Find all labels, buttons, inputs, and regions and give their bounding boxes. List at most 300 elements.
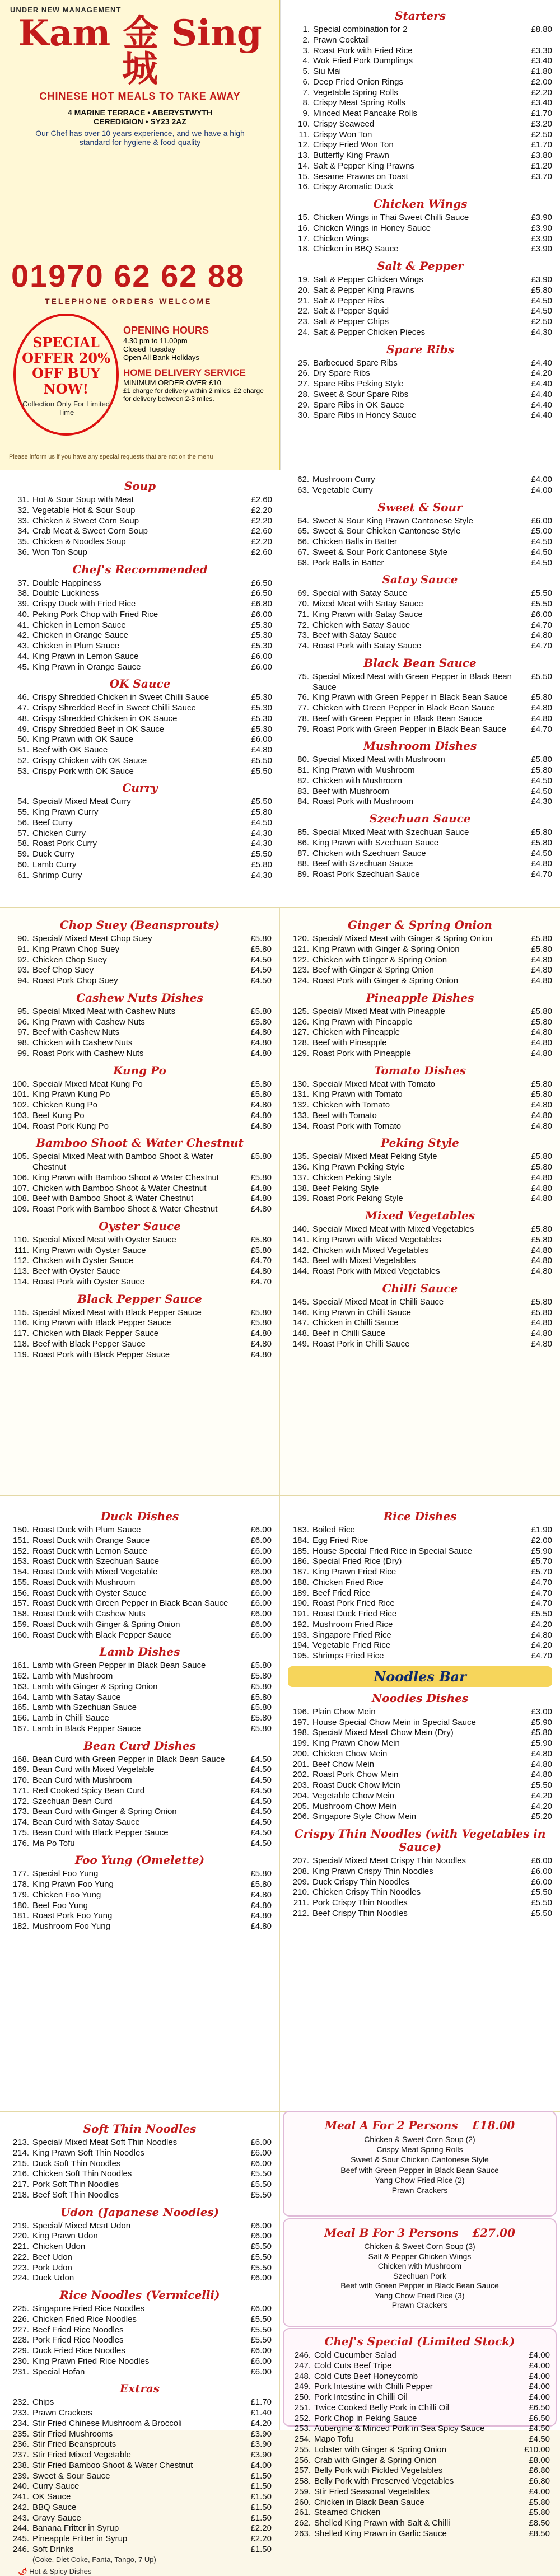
bamboo-title: Bamboo Shoot & Water Chestnut	[36, 1136, 244, 1150]
menu-item-num: 212.	[292, 1908, 309, 1918]
menu-item-num: 259.	[294, 2486, 311, 2496]
menu-item-name: Egg Fried Rice	[312, 1535, 368, 1545]
menu-item-price: £3.90	[531, 233, 552, 244]
menu-item-name: Ma Po Tofu	[32, 1838, 75, 1848]
menu-item-num: 246.	[294, 2350, 311, 2360]
menu-item	[288, 787, 552, 797]
menu-item-name: Roast Pork Kung Po	[32, 1121, 109, 1131]
menu-item-price: £4.50	[251, 817, 272, 828]
menu-item-num: 223.	[12, 2262, 29, 2273]
menu-item	[8, 1079, 272, 1090]
menu-item	[8, 1922, 272, 1932]
menu-item	[288, 965, 552, 976]
menu-item-num: 8.	[302, 98, 310, 108]
menu-item-price: £5.50	[250, 2252, 272, 2262]
menu-item-name: Special/ Mixed Meat with Tomato	[312, 1079, 435, 1089]
menu-item-name: Chicken in Lemon Sauce	[32, 620, 126, 630]
menu-item-price: £5.50	[531, 588, 552, 599]
menu-item	[288, 286, 552, 296]
menu-item-name: Crispy Aromatic Duck	[313, 182, 394, 192]
menu-item-price: £4.80	[250, 1890, 272, 1900]
menu-item-num: 257.	[294, 2466, 311, 2476]
menu-item	[288, 849, 552, 859]
menu-item	[8, 2304, 272, 2315]
menu-item-num: 113.	[13, 1266, 29, 1276]
menu-item-name: Duck Curry	[32, 849, 75, 859]
drinks-note: (Coke, Diet Coke, Fanta, Tango, 7 Up)	[32, 2555, 156, 2564]
menu-item-num: 153.	[12, 1556, 29, 1567]
soup-list	[8, 495, 272, 558]
menu-item-name: Beef Fried Rice	[312, 1588, 371, 1598]
menu-item-name: Roast Pork in Chilli Sauce	[312, 1339, 410, 1349]
menu-item-price: £4.80	[531, 1759, 552, 1769]
menu-item-name: Special Hofan	[32, 2367, 85, 2377]
menu-item-name: King Prawn Crispy Thin Noodles	[312, 1866, 433, 1876]
menu-item	[290, 2498, 550, 2508]
menu-item-price: £5.50	[250, 2325, 272, 2335]
menu-item	[288, 56, 552, 67]
menu-item-name: Roast Pork with Fried Rice	[313, 45, 413, 55]
menu-item	[8, 871, 272, 881]
menu-item	[8, 1703, 272, 1713]
menu-item	[288, 703, 552, 714]
menu-item-name: King Prawn in Chilli Sauce	[312, 1307, 411, 1317]
menu-item	[8, 1318, 272, 1329]
menu-item-num: 72.	[297, 620, 309, 630]
menu-item	[8, 1339, 272, 1350]
menu-item-name: Chicken Wings	[313, 233, 370, 244]
menu-item-price: £5.50	[251, 766, 272, 776]
menu-item-price: £6.00	[250, 1577, 272, 1587]
menu-item-name: Chicken in Plum Sauce	[32, 641, 120, 651]
menu-item-price: £4.80	[531, 1121, 552, 1131]
menu-item-num: 144.	[292, 1266, 309, 1276]
menu-item-num: 183.	[292, 1525, 309, 1535]
menu-item	[288, 1194, 552, 1204]
noodle-dishes-title: Noodles Dishes	[371, 1691, 469, 1705]
menu-item-num: 164.	[12, 1692, 29, 1702]
satay-list	[288, 588, 552, 652]
menu-item-price: £4.00	[529, 2382, 550, 2392]
ok-sauce-title: OK Sauce	[109, 677, 171, 691]
menu-item-name: Stir Fried Seasonal Vegetables	[314, 2486, 430, 2496]
menu-item	[290, 2372, 550, 2382]
menu-item	[288, 379, 552, 390]
opening-info	[123, 325, 269, 403]
menu-item-name: OK Sauce	[32, 2492, 71, 2502]
menu-item-name: Chicken Curry	[32, 828, 86, 838]
menu-item-num: 250.	[294, 2392, 311, 2402]
menu-item	[288, 1027, 552, 1038]
menu-item-price: £6.00	[250, 2346, 272, 2355]
menu-item-num: 200.	[292, 1748, 309, 1759]
menu-item-name: Vegetable Spring Rolls	[313, 87, 398, 97]
menu-item-num: 136.	[292, 1162, 309, 1172]
menu-item-name: Beef Fried Rice Noodles	[32, 2325, 124, 2335]
menu-item-price: £5.80	[250, 1307, 272, 1317]
menu-item	[8, 578, 272, 589]
menu-item-price: £4.30	[251, 828, 272, 838]
menu-item	[8, 818, 272, 829]
starters-title: Starters	[395, 9, 446, 22]
menu-item-price: £1.50	[250, 2513, 272, 2523]
menu-item-price: £6.00	[250, 2231, 272, 2241]
menu-item-num: 177.	[12, 1869, 29, 1879]
menu-item-price: £4.00	[529, 2350, 550, 2360]
menu-item-price: £1.70	[531, 109, 552, 118]
chilli-icon: 🌶	[18, 2566, 27, 2575]
menu-item-name: Spare Ribs in OK Sauce	[313, 400, 404, 410]
menu-item-num: 86.	[297, 838, 309, 848]
menu-item-price: £4.50	[250, 955, 272, 965]
menu-item-name: Pork Chop in Peking Sauce	[314, 2413, 417, 2423]
phone-number[interactable]: 01970 62 62 88	[11, 258, 245, 293]
menu-item-name: Crispy Shredded Beef in OK Sauce	[32, 724, 165, 734]
udon-title: Udon (Japanese Noodles)	[60, 2205, 220, 2219]
menu-item-num: 211.	[293, 1898, 309, 1908]
chefs-list	[8, 578, 272, 673]
menu-item	[288, 368, 552, 379]
duck-lamb-column	[0, 1496, 280, 2111]
menu-item-price: £5.80	[250, 1723, 272, 1733]
menu-item-num: 142.	[292, 1245, 309, 1255]
menu-item-num: 98.	[17, 1038, 29, 1048]
menu-item-price: £6.00	[250, 1546, 272, 1556]
menu-item-num: 201.	[292, 1759, 309, 1769]
meal-item: Chicken with Mushroom	[377, 2261, 462, 2270]
menu-item-num: 16.	[298, 223, 310, 233]
menu-item-num: 202.	[292, 1770, 309, 1780]
menu-item	[288, 558, 552, 569]
menu-item-num: 248.	[294, 2371, 311, 2381]
menu-item-price: £4.30	[251, 870, 272, 880]
menu-item	[288, 1707, 552, 1718]
menu-item-name: Red Cooked Spicy Bean Curd	[32, 1785, 145, 1796]
menu-item-price: £4.80	[531, 1266, 552, 1276]
menu-item-num: 109.	[12, 1204, 29, 1214]
menu-item-price: £2.50	[531, 317, 552, 326]
menu-item-num: 37.	[17, 578, 29, 588]
menu-item-price: £8.00	[529, 2455, 550, 2465]
menu-item-num: 184.	[292, 1535, 309, 1545]
menu-item-num: 262.	[294, 2518, 311, 2528]
menu-item-num: 10.	[298, 119, 310, 129]
menu-item-price: £4.80	[531, 1256, 552, 1266]
menu-item-price: £5.50	[250, 2242, 272, 2251]
crispy-thin-title: Crispy Thin Noodles (with Vegetables in Sauce)	[294, 1827, 546, 1854]
menu-item	[288, 1770, 552, 1780]
menu-item-num: 191.	[292, 1609, 309, 1619]
menu-item-name: Beef with OK Sauce	[32, 745, 108, 755]
meal-a-title-text: Meal A For 2 Persons	[324, 2119, 458, 2132]
menu-item	[288, 306, 552, 317]
menu-item-name: Vegetable Fried Rice	[312, 1640, 391, 1651]
menu-item-num: 222.	[12, 2252, 29, 2262]
soup-title: Soup	[124, 479, 156, 493]
middle-left	[0, 908, 280, 1495]
menu-item-price: £5.30	[251, 620, 272, 630]
menu-item	[8, 2523, 272, 2534]
menu-item-num: 168.	[12, 1754, 29, 1764]
menu-item-name: Crispy Shredded Chicken in OK Sauce	[32, 713, 178, 723]
menu-item-price: £3.90	[531, 275, 552, 284]
ginger-list	[288, 934, 552, 987]
menu-item-price: £4.80	[250, 1204, 272, 1214]
menu-item-price: £4.80	[250, 1266, 272, 1276]
menu-item	[8, 703, 272, 714]
menu-item	[8, 735, 272, 745]
cashew-title: Cashew Nuts Dishes	[76, 990, 203, 1004]
menu-item	[290, 2508, 550, 2518]
menu-item-num: 165.	[12, 1703, 29, 1713]
menu-item-name: Beef Chow Mein	[312, 1759, 375, 1769]
menu-item	[288, 400, 552, 411]
menu-item-name: Roast Pork with Green Pepper in Black Bean Sauce	[312, 724, 507, 734]
menu-item-name: Mushroom Fried Rice	[312, 1619, 393, 1629]
menu-item	[288, 1812, 552, 1822]
chicken-wings-title: Chicken Wings	[373, 197, 468, 211]
menu-item-num: 174.	[12, 1817, 29, 1827]
menu-item-num: 218.	[12, 2190, 29, 2200]
menu-item-name: Butterfly King Prawn	[313, 151, 389, 160]
menu-item-price: £5.30	[251, 630, 272, 641]
menu-item-price: £4.50	[250, 1754, 272, 1764]
menu-item-name: Roast Pork Chow Mein	[312, 1770, 399, 1780]
menu-item	[288, 755, 552, 765]
menu-item-price: £5.50	[250, 2169, 272, 2179]
menu-item-name: Chicken with Pineapple	[312, 1027, 400, 1037]
menu-item-name: House Special Chow Mein in Special Sauce	[312, 1717, 476, 1727]
menu-item-num: 14.	[298, 161, 310, 171]
menu-item-price: £6.00	[531, 516, 552, 526]
menu-item-num: 230.	[12, 2356, 29, 2366]
menu-item-num: 156.	[12, 1588, 29, 1598]
menu-item-price: £6.80	[529, 2466, 550, 2476]
menu-item	[8, 1256, 272, 1266]
menu-item-price: £4.80	[531, 1027, 552, 1037]
rice-list	[288, 1525, 552, 1662]
menu-item	[8, 1598, 272, 1609]
menu-item-price: £5.50	[531, 671, 552, 681]
menu-item	[8, 1765, 272, 1775]
menu-item-num: 182.	[12, 1922, 29, 1931]
menu-item	[8, 2397, 272, 2408]
menu-item-num: 172.	[12, 1796, 29, 1806]
menu-item	[8, 1184, 272, 1194]
menu-item-name: Roast Duck Chow Mein	[312, 1780, 400, 1790]
menu-item-price: £4.40	[531, 379, 552, 389]
menu-item-num: 103.	[12, 1110, 29, 1120]
peking-list	[288, 1152, 552, 1204]
menu-item	[290, 2476, 550, 2487]
menu-item-price: £4.50	[250, 1827, 272, 1838]
menu-item	[8, 965, 272, 976]
menu-item-name: Vegetable Chow Mein	[312, 1790, 394, 1801]
menu-item-name: Special/ Mixed Meat Soft Thin Noodles	[32, 2138, 178, 2147]
menu-item	[8, 2481, 272, 2492]
menu-item-num: 204.	[292, 1790, 309, 1801]
menu-item-num: 92.	[17, 955, 29, 965]
menu-item-num: 100.	[12, 1079, 29, 1089]
menu-item-price: £6.00	[250, 1609, 272, 1619]
menu-item-price: £5.20	[531, 1812, 552, 1822]
menu-item-price: £4.80	[531, 1172, 552, 1182]
menu-item	[8, 537, 272, 548]
menu-item	[8, 1682, 272, 1693]
menu-item-name: Special Mixed Meat with Cashew Nuts	[32, 1006, 176, 1016]
menu-item	[8, 1755, 272, 1765]
menu-item-num: 43.	[17, 641, 29, 651]
menu-item	[8, 495, 272, 506]
menu-item-num: 99.	[17, 1048, 29, 1058]
menu-item-name: Prawn Cocktail	[313, 35, 370, 45]
menu-item	[8, 1546, 272, 1557]
menu-item-name: Pineapple Fritter in Syrup	[32, 2534, 128, 2544]
menu-item-price: £4.50	[250, 976, 272, 985]
menu-item	[8, 1100, 272, 1111]
menu-item-num: 83.	[297, 786, 309, 796]
menu-item-name: Bean Curd with Ginger & Spring Onion	[32, 1807, 177, 1817]
menu-item	[8, 2492, 272, 2503]
menu-item-name: Pork Fried Rice Noodles	[32, 2335, 124, 2345]
menu-item-num: 25.	[298, 358, 310, 368]
menu-item-num: 194.	[292, 1640, 309, 1651]
meal-a-items	[284, 2134, 556, 2195]
menu-item-name: Sesame Prawns on Toast	[313, 171, 408, 181]
menu-item-name: Beef with Black Pepper Sauce	[32, 1339, 146, 1349]
menu-item	[8, 2439, 272, 2450]
menu-item-name: Spare Ribs Peking Style	[313, 379, 404, 389]
menu-item-price: £5.80	[531, 693, 552, 703]
meal-b-items	[284, 2242, 556, 2311]
menu-item	[290, 2487, 550, 2498]
menu-item-price: £4.50	[531, 848, 552, 858]
menu-item-num: 118.	[13, 1339, 29, 1349]
menu-item-price: £5.50	[251, 849, 272, 859]
menu-item-price: £4.50	[529, 2434, 550, 2444]
menu-item-num: 105.	[12, 1152, 29, 1162]
menu-item	[288, 1856, 552, 1867]
menu-item-num: 143.	[292, 1256, 309, 1266]
menu-item-name: Shrimps Fried Rice	[312, 1651, 384, 1661]
menu-item	[288, 1111, 552, 1121]
menu-item-price: £4.80	[250, 1900, 272, 1910]
noodles-bar-title: Noodles Bar	[288, 1666, 552, 1687]
meal-item: Beef with Green Pepper in Black Bean Sauce	[340, 2281, 499, 2290]
address-line: 4 MARINE TERRACE • ABERYSTWYTH	[67, 108, 213, 117]
menu-item-name: Bean Curd with Satay Sauce	[32, 1817, 140, 1827]
menu-item-name: Salt & Pepper King Prawns	[313, 161, 414, 171]
menu-item-price: £4.70	[250, 1277, 272, 1287]
menu-item-name: Crispy Seaweed	[313, 119, 375, 129]
menu-item-name: Chicken Peking Style	[312, 1172, 392, 1182]
menu-item	[8, 945, 272, 955]
menu-item-name: Beef Crispy Thin Noodles	[312, 1908, 408, 1918]
menu-item-price: £5.50	[531, 1898, 552, 1908]
menu-item-name: Beef Foo Yung	[32, 1900, 88, 1910]
menu-item-price: £5.90	[531, 1738, 552, 1748]
menu-item-num: 75.	[297, 671, 309, 681]
menu-item-name: Pork Udon	[32, 2262, 72, 2273]
menu-item-name: Aubergine & Minced Pork in Sea Spicy Sauce	[314, 2424, 485, 2434]
menu-item-name: King Prawn with Bamboo Shoot & Water Chestnut	[32, 1172, 219, 1182]
menu-item-price: £4.80	[531, 1630, 552, 1640]
menu-item-price: £4.40	[531, 358, 552, 368]
menu-item	[8, 849, 272, 860]
menu-item-name: Beef with Green Pepper in Black Bean Sauce	[312, 713, 482, 723]
menu-item-price: £4.80	[531, 1194, 552, 1204]
menu-item-num: 79.	[297, 724, 309, 734]
menu-item-num: 239.	[12, 2471, 29, 2481]
menu-item-name: Beef Curry	[32, 817, 73, 828]
menu-item-num: 133.	[292, 1110, 309, 1120]
menu-item-name: Crispy Duck with Fried Rice	[32, 599, 136, 609]
menu-item-price: £5.80	[529, 2497, 550, 2507]
menu-item-num: 251.	[294, 2402, 311, 2413]
menu-item-num: 56.	[17, 817, 29, 828]
menu-item-name: Singapore Style Chow Mein	[312, 1812, 417, 1822]
menu-item-price: £4.40	[531, 389, 552, 399]
menu-item-price: £5.80	[250, 1713, 272, 1723]
hot-note-text: Hot & Spicy Dishes	[29, 2566, 92, 2575]
menu-item	[288, 1898, 552, 1909]
menu-item-price: £4.80	[531, 1245, 552, 1255]
menu-item	[288, 1780, 552, 1791]
menu-item-name: Duck Crispy Thin Noodles	[312, 1877, 410, 1887]
menu-item-name: King Prawn with Pineapple	[312, 1017, 413, 1027]
menu-item-name: Bean Curd with Mixed Vegetable	[32, 1765, 155, 1775]
meal-a-price: £18.00	[472, 2119, 515, 2132]
menu-item-price: £6.00	[251, 662, 272, 672]
menu-item-price: £4.80	[531, 630, 552, 641]
menu-item-name: Chicken Chow Mein	[312, 1748, 388, 1759]
menu-item-name: Mushroom Curry	[312, 475, 375, 484]
menu-item-name: Double Luckiness	[32, 588, 99, 599]
menu-item-price: £4.70	[531, 620, 552, 630]
menu-item-num: 48.	[17, 713, 29, 723]
menu-item	[8, 652, 272, 662]
menu-item-name: King Prawn Kung Po	[32, 1090, 110, 1100]
menu-item-name: Stir Fried Mushrooms	[32, 2429, 113, 2439]
menu-item-name: King Prawn Soft Thin Noodles	[32, 2148, 144, 2158]
menu-item-price: £5.80	[531, 1162, 552, 1172]
menu-item-price: £3.30	[531, 45, 552, 55]
menu-item	[288, 610, 552, 620]
menu-item-name: Dry Spare Ribs	[313, 368, 370, 378]
menu-item	[288, 1749, 552, 1760]
tomato-list	[288, 1079, 552, 1132]
menu-item	[288, 1297, 552, 1308]
menu-item-price: £4.50	[531, 558, 552, 568]
left-main-column	[0, 470, 280, 907]
menu-item-num: 63.	[297, 485, 309, 495]
menu-item-num: 11.	[298, 129, 310, 139]
menu-item-num: 112.	[13, 1256, 29, 1266]
menu-item-price: £5.30	[251, 693, 272, 703]
menu-item-price: £6.50	[529, 2413, 550, 2423]
menu-item-name: Special Mixed Meat with Oyster Sauce	[32, 1235, 176, 1245]
menu-item-num: 249.	[294, 2382, 311, 2392]
menu-item-num: 234.	[12, 2418, 29, 2428]
menu-item-name: Shrimp Curry	[32, 870, 82, 880]
menu-item-price: £5.50	[251, 755, 272, 765]
menu-item-num: 57.	[17, 828, 29, 838]
menu-item-num: 255.	[294, 2444, 311, 2455]
menu-item-name: Shelled King Prawn with Salt & Chilli	[314, 2518, 450, 2528]
menu-item-name: Chicken with Mixed Vegetables	[312, 1245, 429, 1255]
menu-item-num: 231.	[12, 2367, 29, 2377]
menu-item-price: £3.90	[531, 213, 552, 222]
